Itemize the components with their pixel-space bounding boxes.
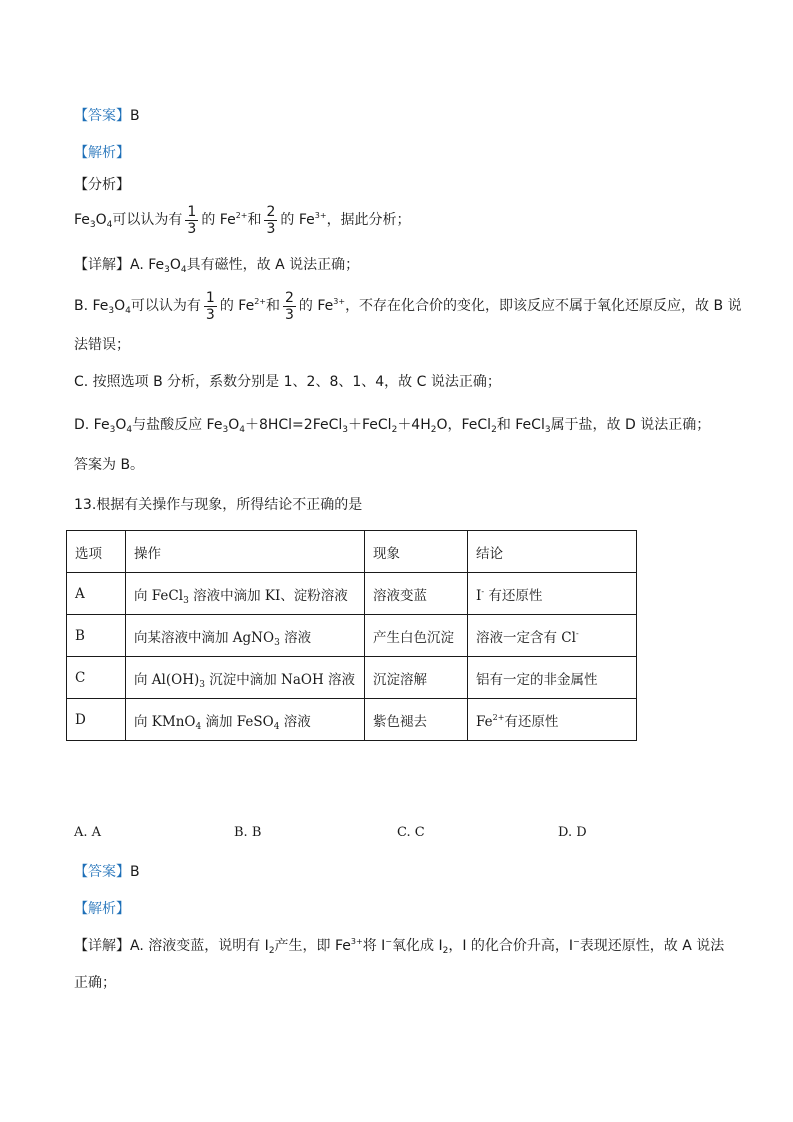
analysis-heading-2 bbox=[74, 899, 130, 919]
cell-conclusion: I- 有还原性 bbox=[468, 573, 637, 615]
cell-option: D bbox=[67, 699, 126, 741]
cell-operation: 向 FeCl$_3$ 溶液中滴加 KI、淀粉溶液 bbox=[126, 573, 365, 615]
table-row bbox=[67, 573, 637, 615]
answer-value: B bbox=[130, 864, 140, 880]
detail-D: D. $Fe_3O_4$与盐酸反应 $Fe_3O_4+8HCl=2FeCl_3+FeCl_2+4H_2O$，FeCl$_2$和 FeCl$_3$属于盐，故 D 说法正确； bbox=[74, 417, 711, 435]
fraction-two-thirds: $\frac{2}{3}$ bbox=[266, 203, 276, 237]
cell-conclusion: 铝有一定的非金属性 bbox=[468, 657, 637, 699]
options-table bbox=[66, 530, 637, 741]
cell-option: B bbox=[67, 615, 126, 657]
question-13: 13.根据有关操作与现象，所得结论不正确的是 bbox=[74, 497, 363, 513]
choice-options bbox=[0, 825, 793, 845]
analysis-heading bbox=[74, 143, 130, 163]
cell-conclusion: 溶液一定含有 Cl- bbox=[468, 615, 637, 657]
detail2-A-cont: 正确； bbox=[74, 975, 116, 991]
conclusion: 答案为 B。 bbox=[74, 457, 145, 473]
table-header-row bbox=[67, 531, 637, 573]
cell-phenomenon: 紫色褪去 bbox=[365, 699, 468, 741]
table-row bbox=[67, 657, 637, 699]
detail-C: C. 按照选项 B 分析，系数分别是 1、2、8、1、4，故 C 说法正确； bbox=[74, 374, 501, 390]
detail-B: B. $Fe_3O_4$可以认为有 $\frac{1}{3}$ 的 $Fe^{2+}$和 $\frac{2}{3}$ 的 $Fe^{3+}$，不存在化合价的变化，即该反应不属于氧化还原反应，故 B 说 bbox=[74, 289, 742, 323]
cell-conclusion: $Fe^{2+}$有还原性 bbox=[468, 699, 637, 741]
analysis-paragraph-1: $Fe_3O_4$可以认为有 $\frac{1}{3}$ 的 $Fe^{2+}$和 $\frac{2}{3}$ 的 $Fe^{3+}$，据此分析； bbox=[74, 203, 411, 237]
answer-line-2 bbox=[74, 862, 140, 882]
fenxi-heading bbox=[74, 175, 130, 195]
detail2-A: 【详解】A. 溶液变蓝，说明有 $I_2$产生，即 $Fe^{3+}$将 I−氧化成 $I_2$，I 的化合价升高，I−表现还原性，故 A 说法 bbox=[74, 937, 725, 956]
cell-phenomenon: 沉淀溶解 bbox=[365, 657, 468, 699]
header-option: 选项 bbox=[67, 531, 126, 573]
cell-option: A bbox=[67, 573, 126, 615]
header-operation: 操作 bbox=[126, 531, 365, 573]
detail-B-cont: 法错误； bbox=[74, 337, 130, 353]
answer-tag: 【答案】 bbox=[74, 864, 130, 880]
cell-option: C bbox=[67, 657, 126, 699]
cell-operation: 向 $Al(OH)_3$ 沉淀中滴加 NaOH 溶液 bbox=[126, 657, 365, 699]
choice-a[interactable]: A. A bbox=[74, 825, 102, 840]
answer-tag: 【答案】 bbox=[74, 108, 130, 124]
fraction-one-third: $\frac{1}{3}$ bbox=[187, 203, 197, 237]
cell-phenomenon: 溶液变蓝 bbox=[365, 573, 468, 615]
cell-operation: 向 KMnO$_4$ 滴加 FeSO$_4$ 溶液 bbox=[126, 699, 365, 741]
fraction-two-thirds: $\frac{2}{3}$ bbox=[284, 289, 294, 323]
choice-c[interactable]: C. C bbox=[397, 825, 425, 840]
header-phenomenon: 现象 bbox=[365, 531, 468, 573]
cell-operation: 向某溶液中滴加 AgNO$_3$ 溶液 bbox=[126, 615, 365, 657]
answer-line bbox=[74, 106, 140, 126]
analysis-tag: 【解析】 bbox=[74, 901, 130, 917]
fenxi-tag: 【分析】 bbox=[74, 177, 130, 193]
header-conclusion: 结论 bbox=[468, 531, 637, 573]
table-row bbox=[67, 699, 637, 741]
detail-A: 【详解】A. $Fe_3O_4$具有磁性，故 A 说法正确； bbox=[74, 257, 360, 275]
cell-phenomenon: 产生白色沉淀 bbox=[365, 615, 468, 657]
choice-d[interactable]: D. D bbox=[558, 825, 587, 840]
table-row bbox=[67, 615, 637, 657]
answer-value: B bbox=[130, 108, 140, 124]
choice-b[interactable]: B. B bbox=[234, 825, 262, 840]
analysis-tag: 【解析】 bbox=[74, 145, 130, 161]
fraction-one-third: $\frac{1}{3}$ bbox=[205, 289, 215, 323]
